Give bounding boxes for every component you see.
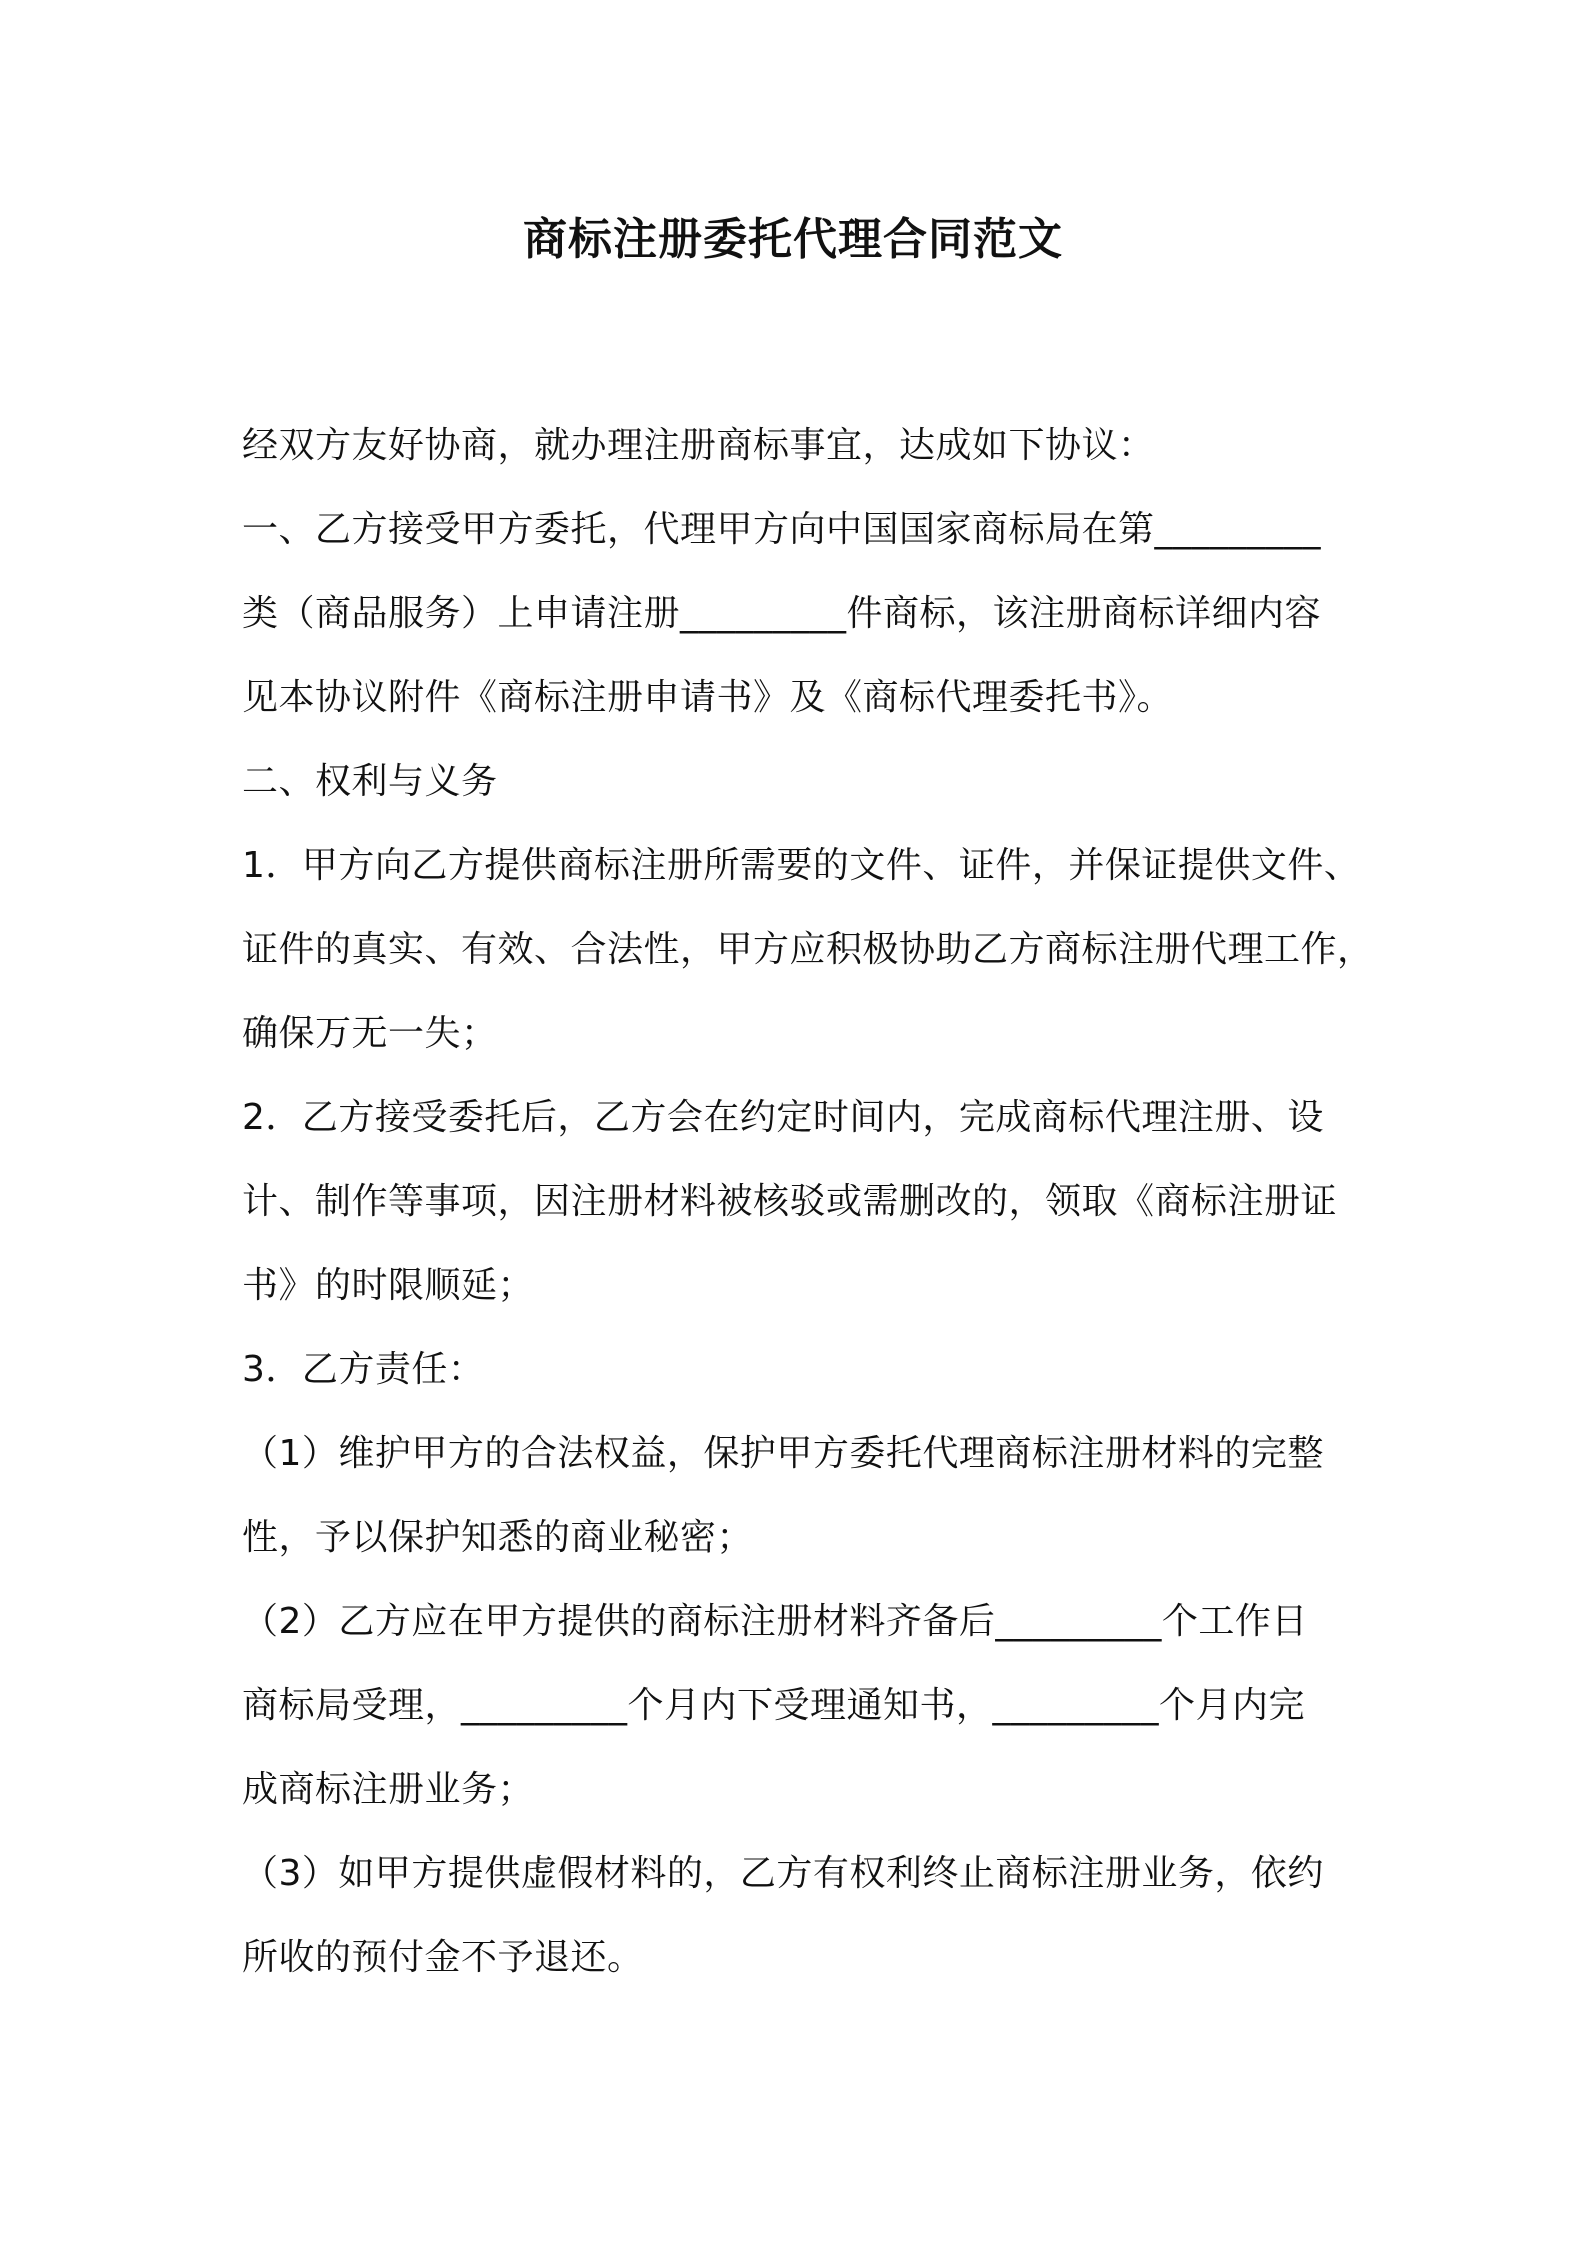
document-body <box>242 404 1374 2000</box>
text-line: 经双方友好协商，就办理注册商标事宜，达成如下协议： <box>242 425 1155 466</box>
text-line: 3．乙方责任： <box>242 1349 485 1390</box>
text-line: 成商标注册业务； <box>242 1769 535 1810</box>
text-line: 1．甲方向乙方提供商标注册所需要的文件、证件，并保证提供文件、 <box>242 845 1361 886</box>
text-line: 见本协议附件《商标注册申请书》及《商标代理委托书》。 <box>242 677 1174 718</box>
text-line: 类（商品服务）上申请注册_________件商标，该注册商标详细内容 <box>242 593 1322 634</box>
section-heading: 二、权利与义务 <box>242 761 498 802</box>
text-line: 确保万无一失； <box>242 1013 498 1054</box>
text-line: 性，予以保护知悉的商业秘密； <box>242 1517 754 1558</box>
text-line: 计、制作等事项，因注册材料被核驳或需删改的，领取《商标注册证 <box>242 1181 1338 1222</box>
text-line: （2）乙方应在甲方提供的商标注册材料齐备后_________个工作日 <box>242 1601 1308 1642</box>
text-line: （1）维护甲方的合法权益，保护甲方委托代理商标注册材料的完整 <box>242 1433 1324 1474</box>
text-line: 书》的时限顺延； <box>242 1265 535 1306</box>
text-line: 证件的真实、有效、合法性，甲方应积极协助乙方商标注册代理工作， <box>242 929 1374 970</box>
text-line: 一、乙方接受甲方委托，代理甲方向中国国家商标局在第_________ <box>242 509 1322 550</box>
document-title: 商标注册委托代理合同范文 <box>523 214 1063 265</box>
text-line: 商标局受理，_________个月内下受理通知书，_________个月内完 <box>242 1685 1306 1726</box>
text-line: 所收的预付金不予退还。 <box>242 1937 644 1978</box>
text-line: 2．乙方接受委托后，乙方会在约定时间内，完成商标代理注册、设 <box>242 1097 1324 1138</box>
text-line: （3）如甲方提供虚假材料的，乙方有权利终止商标注册业务，依约 <box>242 1853 1324 1894</box>
